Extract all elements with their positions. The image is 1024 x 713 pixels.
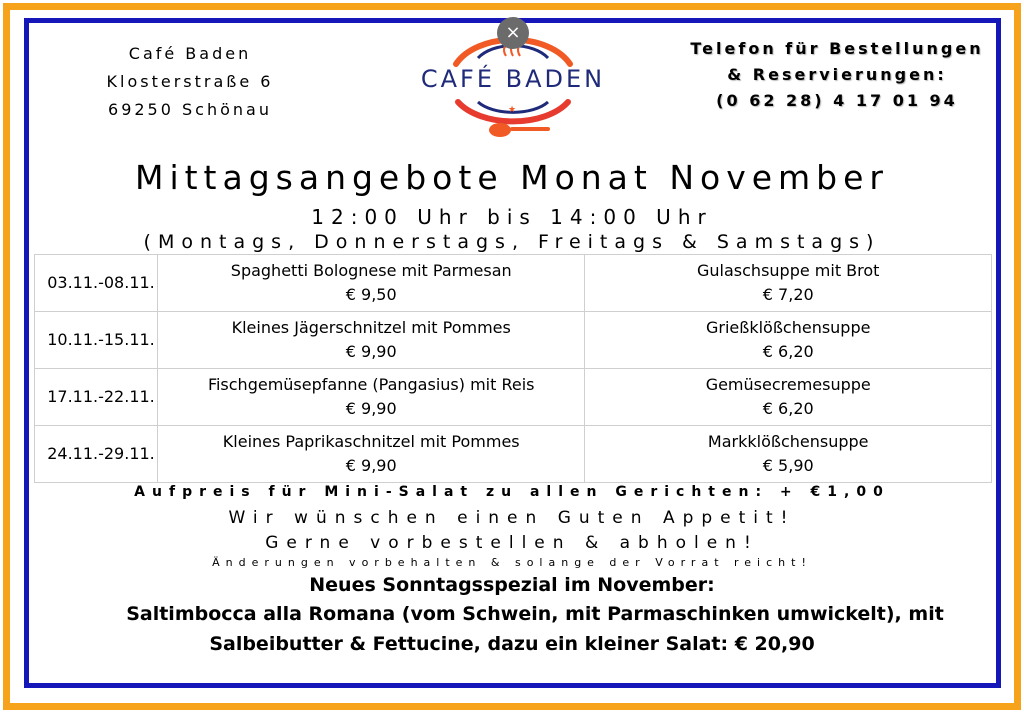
week-date: 17.11.-22.11. <box>35 369 158 426</box>
serving-time: 12:00 Uhr bis 14:00 Uhr <box>311 205 713 229</box>
table-row <box>35 255 992 312</box>
soup-cell <box>585 369 992 426</box>
main-dish-price: € 9,50 <box>345 285 397 304</box>
address-line-name: Café Baden <box>128 44 252 63</box>
soup-price: € 5,90 <box>762 456 814 475</box>
main-dish-cell <box>157 312 584 369</box>
page-title: Mittagsangebote Monat November <box>134 158 890 197</box>
changes-disclaimer: Änderungen vorbehalten & solange der Vorrat reicht! <box>212 556 812 569</box>
salad-surcharge-note: Aufpreis für Mini-Salat zu allen Gerichten: + €1,00 <box>134 484 890 500</box>
svg-text:★: ★ <box>508 105 517 115</box>
close-button[interactable] <box>497 17 529 49</box>
table-row <box>35 426 992 483</box>
table-row <box>35 312 992 369</box>
preorder-note: Gerne vorbestellen & abholen! <box>265 533 759 553</box>
serving-days: (Montags, Donnerstags, Freitags & Samstags) <box>143 231 881 253</box>
phone-number: (0 62 28) 4 17 01 94 <box>716 91 958 110</box>
main-dish-name: Spaghetti Bolognese mit Parmesan <box>230 261 512 280</box>
main-dish-cell <box>157 426 584 483</box>
soup-price: € 7,20 <box>762 285 814 304</box>
appetit-note: Wir wünschen einen Guten Appetit! <box>228 508 796 528</box>
soup-name: Markklößchensuppe <box>707 432 869 451</box>
week-date: 10.11.-15.11. <box>35 312 158 369</box>
soup-name: Gemüsecremesuppe <box>705 375 871 394</box>
main-dish-price: € 9,90 <box>345 342 397 361</box>
soup-cell <box>585 255 992 312</box>
main-dish-name: Kleines Paprikaschnitzel mit Pommes <box>222 432 520 451</box>
menu-table <box>34 254 992 483</box>
address-line-city: 69250 Schönau <box>108 100 272 119</box>
soup-cell <box>585 312 992 369</box>
main-dish-cell <box>157 255 584 312</box>
main-dish-name: Fischgemüsepfanne (Pangasius) mit Reis <box>207 375 535 394</box>
phone-line-2: & Reservierungen: <box>727 65 947 84</box>
phone-info <box>672 36 1002 114</box>
main-dish-price: € 9,90 <box>345 456 397 475</box>
table-row <box>35 369 992 426</box>
main-dish-name: Kleines Jägerschnitzel mit Pommes <box>231 318 511 337</box>
logo-text: CAFÉ BADEN <box>420 65 606 93</box>
soup-price: € 6,20 <box>762 342 814 361</box>
sunday-special-line-2: Salbeibutter & Fettucine, dazu ein kleiner Salat: € 20,90 <box>209 633 815 655</box>
phone-line-1: Telefon für Bestellungen <box>690 39 984 58</box>
close-icon[interactable]: × <box>505 22 521 43</box>
week-date: 24.11.-29.11. <box>35 426 158 483</box>
soup-price: € 6,20 <box>762 399 814 418</box>
sunday-special-line-1: Saltimbocca alla Romana (vom Schwein, mit Parmaschinken umwickelt), mit <box>126 603 944 625</box>
soup-name: Gulaschsuppe mit Brot <box>697 261 880 280</box>
main-dish-price: € 9,90 <box>345 399 397 418</box>
sunday-special-heading: Neues Sonntagsspezial im November: <box>309 574 715 596</box>
cafe-address <box>80 40 300 124</box>
soup-name: Grießklößchensuppe <box>705 318 871 337</box>
soup-cell <box>585 426 992 483</box>
main-dish-cell <box>157 369 584 426</box>
address-line-street: Klosterstraße 6 <box>106 72 274 91</box>
week-date: 03.11.-08.11. <box>35 255 158 312</box>
